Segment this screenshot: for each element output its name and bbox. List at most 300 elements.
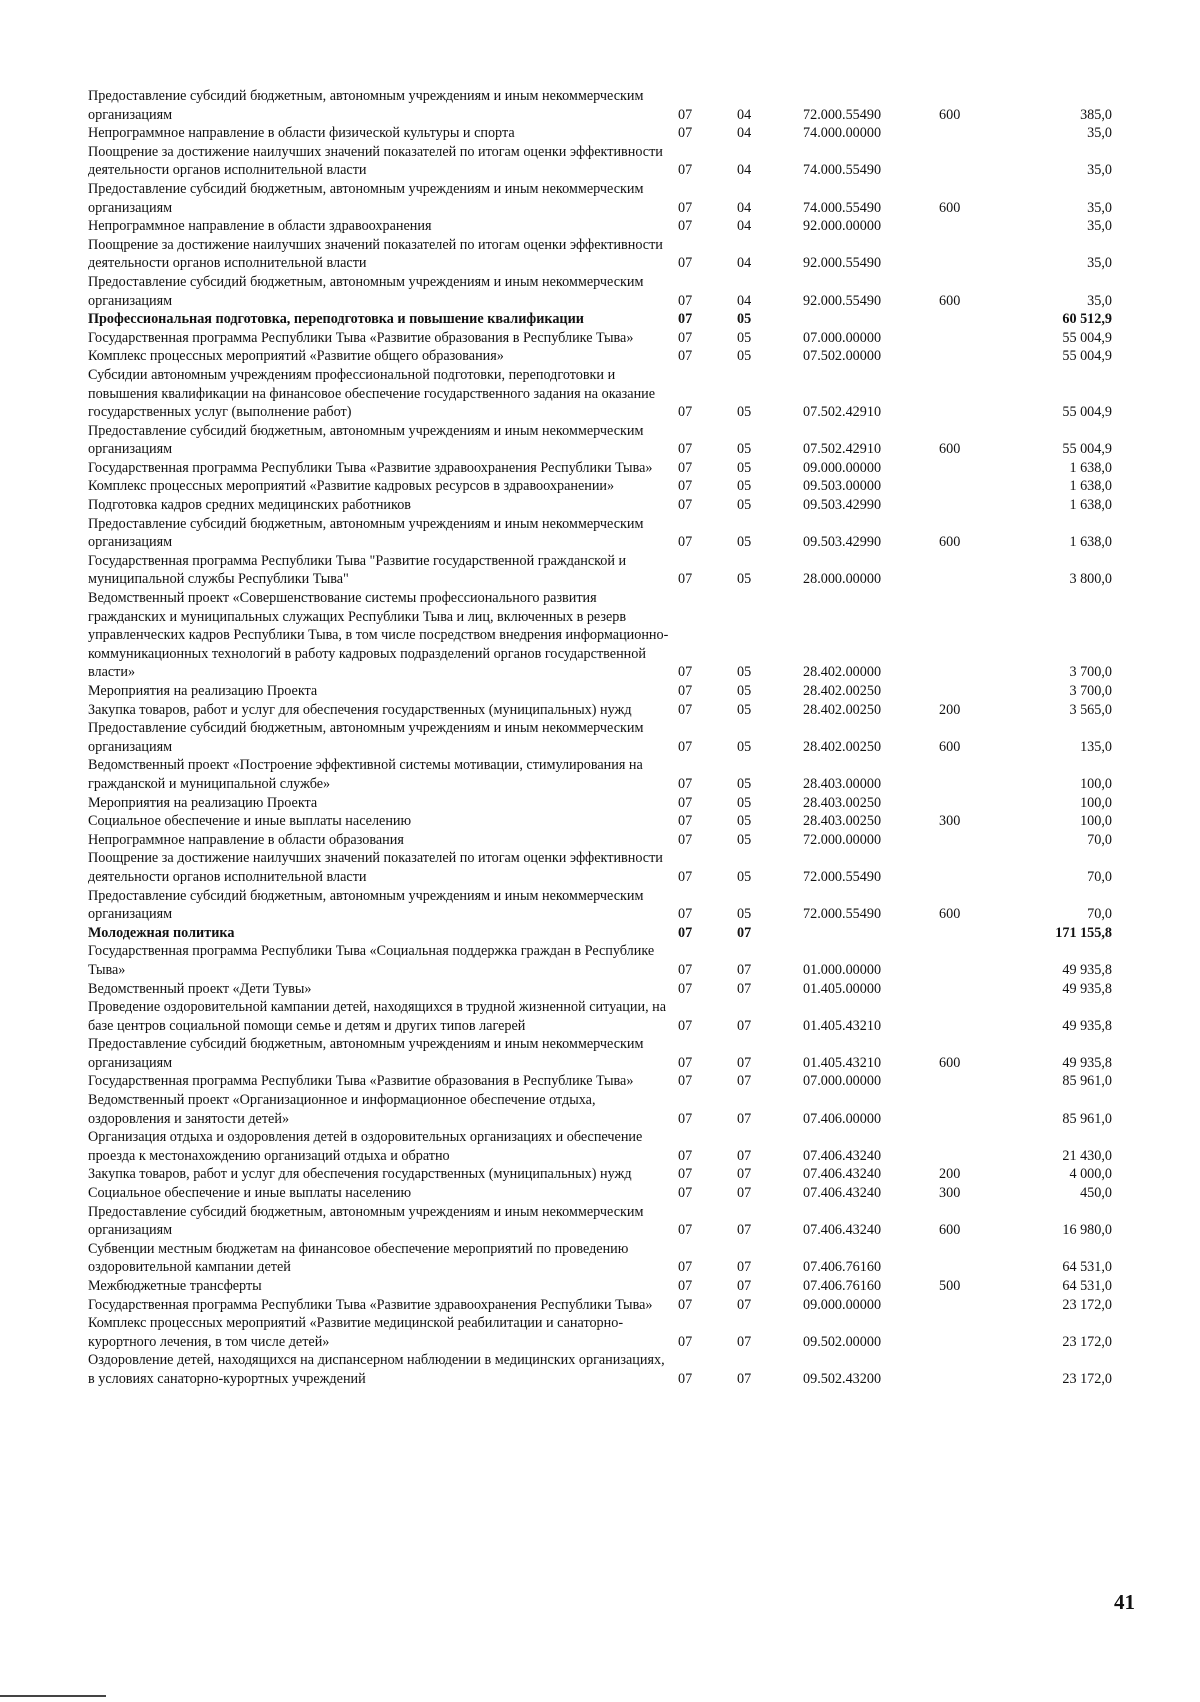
row-amount: 64 531,0 bbox=[1062, 1259, 1112, 1276]
row-target-article: 74.000.55490 bbox=[803, 199, 882, 216]
row-target-article: 72.000.55490 bbox=[803, 868, 882, 885]
row-expense-type bbox=[939, 1091, 1014, 1128]
row-target-article: 28.403.00000 bbox=[803, 775, 882, 792]
table-row bbox=[88, 217, 1112, 236]
row-section: 07 bbox=[678, 1147, 693, 1164]
row-expense-type bbox=[939, 831, 1014, 850]
row-amount: 100,0 bbox=[1080, 794, 1112, 811]
row-subsection: 07 bbox=[737, 1017, 752, 1034]
row-target-article: 07.502.00000 bbox=[803, 348, 882, 365]
row-section: 07 bbox=[678, 924, 693, 941]
row-subsection: 05 bbox=[737, 404, 752, 421]
table-row bbox=[88, 998, 1112, 1035]
table-row bbox=[88, 1240, 1112, 1277]
table-row bbox=[88, 1072, 1112, 1091]
row-section: 07 bbox=[678, 961, 693, 978]
row-section: 07 bbox=[678, 218, 693, 235]
table-row bbox=[88, 701, 1112, 720]
row-target-article: 07.000.00000 bbox=[803, 329, 882, 346]
page-number: 41 bbox=[1114, 1590, 1135, 1614]
row-target-article: 28.403.00250 bbox=[803, 794, 882, 811]
row-target-article: 09.000.00000 bbox=[803, 1296, 882, 1313]
row-subsection: 04 bbox=[737, 162, 752, 179]
row-target-article: 07.406.43240 bbox=[803, 1147, 882, 1164]
row-subsection: 05 bbox=[737, 701, 752, 718]
row-expense-type bbox=[939, 1296, 1014, 1315]
row-target-article: 01.405.43210 bbox=[803, 1054, 882, 1071]
row-subsection: 07 bbox=[737, 1110, 752, 1127]
table-row bbox=[88, 422, 1112, 459]
row-amount: 49 935,8 bbox=[1062, 961, 1112, 978]
row-name: Межбюджетные трансферты bbox=[88, 1278, 262, 1294]
row-amount: 85 961,0 bbox=[1062, 1073, 1112, 1090]
row-expense-type: 300 bbox=[939, 813, 961, 830]
row-amount: 1 638,0 bbox=[1069, 497, 1112, 514]
row-amount: 23 172,0 bbox=[1062, 1370, 1112, 1387]
row-expense-type bbox=[939, 924, 1014, 943]
row-section: 07 bbox=[678, 1259, 693, 1276]
row-expense-type: 600 bbox=[939, 534, 961, 551]
row-name: Непрограммное направление в области образования bbox=[88, 831, 404, 848]
row-target-article: 09.000.00000 bbox=[803, 459, 882, 476]
row-subsection: 05 bbox=[737, 459, 752, 476]
row-target-article: 28.402.00250 bbox=[803, 701, 882, 718]
row-target-article: 09.502.43200 bbox=[803, 1370, 882, 1387]
row-name: Поощрение за достижение наилучших значений показателей по итогам оценки эффективности деятельности органов исполнительной власти bbox=[88, 850, 663, 885]
row-subsection: 05 bbox=[737, 683, 752, 699]
row-subsection: 05 bbox=[737, 775, 752, 792]
row-expense-type: 600 bbox=[939, 1222, 961, 1239]
row-expense-type bbox=[939, 366, 1014, 422]
row-name: Предоставление субсидий бюджетным, автономным учреждениям и иным некоммерческим организациям bbox=[88, 887, 644, 923]
row-name: Ведомственный проект «Организационное и информационное обеспечение отдыха, оздоровления и занятости детей» bbox=[88, 1092, 596, 1127]
row-section: 07 bbox=[678, 664, 693, 681]
row-target-article: 01.405.43210 bbox=[803, 1017, 882, 1034]
row-name: Государственная программа Республики Тыва «Развитие здравоохранения Республики Тыва» bbox=[88, 459, 653, 476]
row-name: Государственная программа Республики Тыва "Развитие государственной гражданской и муниципальной службы Республики Тыва" bbox=[88, 552, 627, 588]
table-row bbox=[88, 1091, 1112, 1128]
row-subsection: 05 bbox=[737, 906, 752, 923]
footer-rule bbox=[0, 1695, 106, 1697]
row-name: Закупка товаров, работ и услуг для обеспечения государственных (муниципальных) нужд bbox=[88, 701, 632, 718]
row-expense-type bbox=[939, 980, 1014, 999]
row-subsection: 07 bbox=[737, 1185, 752, 1202]
row-amount: 450,0 bbox=[1080, 1185, 1112, 1202]
table-row bbox=[88, 329, 1112, 348]
row-section: 07 bbox=[678, 813, 693, 830]
row-name: Предоставление субсидий бюджетным, автономным учреждениям и иным некоммерческим организациям bbox=[88, 180, 644, 216]
row-name: Социальное обеспечение и иные выплаты населению bbox=[88, 1185, 412, 1202]
row-amount: 49 935,8 bbox=[1062, 980, 1112, 997]
row-name: Предоставление субсидий бюджетным, автономным учреждениям и иным некоммерческим организациям bbox=[88, 1036, 644, 1071]
row-subsection: 07 bbox=[737, 1333, 752, 1350]
row-name: Непрограммное направление в области здравоохранения bbox=[88, 218, 432, 235]
row-name: Закупка товаров, работ и услуг для обеспечения государственных (муниципальных) нужд bbox=[88, 1166, 632, 1183]
row-name: Предоставление субсидий бюджетным, автономным учреждениям и иным некоммерческим организациям bbox=[88, 720, 644, 755]
row-section: 07 bbox=[678, 738, 693, 755]
row-expense-type: 600 bbox=[939, 106, 961, 123]
row-name: Комплекс процессных мероприятий «Развитие медицинской реабилитации и санаторно-курортного лечения, в том числе детей» bbox=[88, 1315, 624, 1350]
row-section: 07 bbox=[678, 571, 693, 588]
row-expense-type bbox=[939, 496, 1014, 515]
table-row bbox=[88, 143, 1112, 180]
row-subsection: 05 bbox=[737, 478, 752, 495]
table-row bbox=[88, 87, 1112, 124]
row-name: Подготовка кадров средних медицинских работников bbox=[88, 497, 411, 514]
row-subsection: 05 bbox=[737, 831, 752, 848]
row-expense-type bbox=[939, 477, 1014, 496]
table-row bbox=[88, 887, 1112, 924]
row-expense-type bbox=[939, 1240, 1014, 1277]
row-target-article: 07.406.76160 bbox=[803, 1278, 882, 1294]
row-section: 07 bbox=[678, 868, 693, 885]
row-target-article: 09.503.00000 bbox=[803, 478, 882, 495]
table-row bbox=[88, 924, 1112, 943]
row-amount: 55 004,9 bbox=[1062, 329, 1112, 346]
table-row bbox=[88, 682, 1112, 701]
row-target-article: 07.502.42910 bbox=[803, 404, 882, 421]
table-row bbox=[88, 459, 1112, 478]
row-section: 07 bbox=[678, 1185, 693, 1202]
row-amount: 35,0 bbox=[1087, 199, 1112, 216]
row-subsection: 05 bbox=[737, 813, 752, 830]
row-amount: 35,0 bbox=[1087, 255, 1112, 272]
row-section: 07 bbox=[678, 775, 693, 792]
table-row bbox=[88, 366, 1112, 422]
row-expense-type bbox=[939, 682, 1014, 701]
row-subsection: 07 bbox=[737, 1166, 752, 1183]
row-section: 07 bbox=[678, 1278, 693, 1294]
row-target-article: 09.502.00000 bbox=[803, 1333, 882, 1350]
row-name: Предоставление субсидий бюджетным, автономным учреждениям и иным некоммерческим организациям bbox=[88, 88, 644, 123]
row-subsection: 05 bbox=[737, 329, 752, 346]
row-amount: 4 000,0 bbox=[1069, 1166, 1112, 1183]
row-section: 07 bbox=[678, 125, 693, 142]
row-name: Комплекс процессных мероприятий «Развитие кадровых ресурсов в здравоохранении» bbox=[88, 478, 615, 495]
row-amount: 3 565,0 bbox=[1069, 701, 1112, 718]
row-expense-type: 600 bbox=[939, 1054, 961, 1071]
row-name: Поощрение за достижение наилучших значений показателей по итогам оценки эффективности деятельности органов исполнительной власти bbox=[88, 236, 663, 272]
row-amount: 60 512,9 bbox=[1062, 311, 1112, 328]
row-expense-type bbox=[939, 459, 1014, 478]
row-name: Государственная программа Республики Тыва «Развитие образования в Республике Тыва» bbox=[88, 1073, 634, 1090]
row-section: 07 bbox=[678, 478, 693, 495]
row-section: 07 bbox=[678, 311, 693, 328]
row-amount: 35,0 bbox=[1087, 125, 1112, 142]
row-target-article: 28.402.00000 bbox=[803, 664, 882, 681]
table-row bbox=[88, 124, 1112, 143]
table-row bbox=[88, 812, 1112, 831]
row-target-article: 07.406.43240 bbox=[803, 1166, 882, 1183]
row-target-article: 09.503.42990 bbox=[803, 497, 882, 514]
table-row bbox=[88, 589, 1112, 682]
row-target-article: 07.406.00000 bbox=[803, 1110, 882, 1127]
table-row bbox=[88, 1203, 1112, 1240]
row-section: 07 bbox=[678, 794, 693, 811]
row-subsection: 05 bbox=[737, 311, 752, 328]
row-subsection: 05 bbox=[737, 441, 752, 458]
row-expense-type bbox=[939, 552, 1014, 589]
row-section: 07 bbox=[678, 459, 693, 476]
row-amount: 1 638,0 bbox=[1069, 478, 1112, 495]
row-expense-type bbox=[939, 849, 1014, 886]
table-row bbox=[88, 273, 1112, 310]
row-name: Предоставление субсидий бюджетным, автономным учреждениям и иным некоммерческим организациям bbox=[88, 273, 644, 309]
row-amount: 21 430,0 bbox=[1062, 1147, 1112, 1164]
row-expense-type bbox=[939, 998, 1014, 1035]
row-target-article: 72.000.55490 bbox=[803, 106, 882, 123]
row-amount: 100,0 bbox=[1080, 775, 1112, 792]
row-expense-type bbox=[939, 310, 1014, 329]
row-section: 07 bbox=[678, 1073, 693, 1090]
row-name: Предоставление субсидий бюджетным, автономным учреждениям и иным некоммерческим организациям bbox=[88, 515, 644, 551]
row-expense-type: 300 bbox=[939, 1185, 961, 1202]
budget-table bbox=[88, 87, 1112, 1389]
row-target-article: 28.403.00250 bbox=[803, 813, 882, 830]
row-section: 07 bbox=[678, 255, 693, 272]
row-subsection: 07 bbox=[737, 1278, 752, 1294]
row-expense-type bbox=[939, 942, 1014, 979]
row-subsection: 07 bbox=[737, 1073, 752, 1090]
row-expense-type bbox=[939, 143, 1014, 180]
row-section: 07 bbox=[678, 1333, 693, 1350]
row-target-article: 28.402.00250 bbox=[803, 738, 882, 755]
table-row bbox=[88, 849, 1112, 886]
row-subsection: 05 bbox=[737, 571, 752, 588]
row-subsection: 05 bbox=[737, 534, 752, 551]
row-name: Молодежная политика bbox=[88, 924, 235, 941]
row-expense-type: 200 bbox=[939, 701, 961, 718]
row-target-article: 74.000.55490 bbox=[803, 162, 882, 179]
row-target-article: 07.406.76160 bbox=[803, 1259, 882, 1276]
row-target-article: 92.000.55490 bbox=[803, 292, 882, 309]
row-target-article: 01.405.00000 bbox=[803, 980, 882, 997]
row-section: 07 bbox=[678, 292, 693, 309]
row-target-article: 07.000.00000 bbox=[803, 1073, 882, 1090]
row-expense-type bbox=[939, 217, 1014, 236]
row-expense-type bbox=[939, 347, 1014, 366]
row-amount: 49 935,8 bbox=[1062, 1054, 1112, 1071]
row-target-article bbox=[803, 310, 939, 329]
table-row bbox=[88, 1035, 1112, 1072]
row-name: Государственная программа Республики Тыва «Развитие здравоохранения Республики Тыва» bbox=[88, 1296, 653, 1313]
row-name: Комплекс процессных мероприятий «Развитие общего образования» bbox=[88, 348, 504, 365]
row-amount: 3 700,0 bbox=[1069, 683, 1112, 699]
row-section: 07 bbox=[678, 1166, 693, 1183]
row-amount: 49 935,8 bbox=[1062, 1017, 1112, 1034]
row-expense-type: 600 bbox=[939, 292, 961, 309]
row-amount: 3 700,0 bbox=[1069, 664, 1112, 681]
row-subsection: 04 bbox=[737, 218, 752, 235]
row-target-article bbox=[803, 924, 939, 943]
row-amount: 70,0 bbox=[1087, 831, 1112, 848]
row-amount: 135,0 bbox=[1080, 738, 1112, 755]
row-section: 07 bbox=[678, 497, 693, 514]
row-amount: 85 961,0 bbox=[1062, 1110, 1112, 1127]
row-section: 07 bbox=[678, 831, 693, 848]
row-section: 07 bbox=[678, 329, 693, 346]
row-target-article: 72.000.00000 bbox=[803, 831, 882, 848]
table-row bbox=[88, 1128, 1112, 1165]
row-name: Мероприятия на реализацию Проекта bbox=[88, 794, 318, 811]
row-expense-type bbox=[939, 794, 1014, 813]
table-row bbox=[88, 1314, 1112, 1351]
row-target-article: 01.000.00000 bbox=[803, 961, 882, 978]
row-amount: 35,0 bbox=[1087, 162, 1112, 179]
row-target-article: 92.000.00000 bbox=[803, 218, 882, 235]
row-name: Субвенции местным бюджетам на финансовое обеспечение мероприятий по проведению оздоровительной кампании детей bbox=[88, 1240, 629, 1276]
row-amount: 23 172,0 bbox=[1062, 1296, 1112, 1313]
row-name: Ведомственный проект «Дети Тувы» bbox=[88, 980, 312, 997]
row-section: 07 bbox=[678, 701, 693, 718]
row-subsection: 07 bbox=[737, 1147, 752, 1164]
row-expense-type bbox=[939, 1128, 1014, 1165]
row-amount: 3 800,0 bbox=[1069, 571, 1112, 588]
table-row bbox=[88, 347, 1112, 366]
row-section: 07 bbox=[678, 1370, 693, 1387]
row-subsection: 05 bbox=[737, 868, 752, 885]
row-section: 07 bbox=[678, 404, 693, 421]
row-subsection: 04 bbox=[737, 292, 752, 309]
row-subsection: 04 bbox=[737, 255, 752, 272]
row-amount: 23 172,0 bbox=[1062, 1333, 1112, 1350]
table-row bbox=[88, 496, 1112, 515]
row-expense-type bbox=[939, 236, 1014, 273]
row-name: Поощрение за достижение наилучших значений показателей по итогам оценки эффективности деятельности органов исполнительной власти bbox=[88, 143, 663, 179]
row-expense-type: 200 bbox=[939, 1166, 961, 1183]
row-subsection: 07 bbox=[737, 1259, 752, 1276]
row-expense-type: 600 bbox=[939, 441, 961, 458]
row-expense-type bbox=[939, 124, 1014, 143]
row-amount: 55 004,9 bbox=[1062, 441, 1112, 458]
row-section: 07 bbox=[678, 441, 693, 458]
row-section: 07 bbox=[678, 1110, 693, 1127]
row-subsection: 05 bbox=[737, 794, 752, 811]
row-name: Непрограммное направление в области физической культуры и спорта bbox=[88, 125, 515, 142]
row-expense-type bbox=[939, 1072, 1014, 1091]
table-row bbox=[88, 1277, 1112, 1296]
table-row bbox=[88, 980, 1112, 999]
table-row bbox=[88, 236, 1112, 273]
row-section: 07 bbox=[678, 106, 693, 123]
table-row bbox=[88, 1296, 1112, 1315]
table-row bbox=[88, 831, 1112, 850]
row-name: Предоставление субсидий бюджетным, автономным учреждениям и иным некоммерческим организациям bbox=[88, 1203, 644, 1239]
row-amount: 1 638,0 bbox=[1069, 459, 1112, 476]
row-amount: 35,0 bbox=[1087, 218, 1112, 235]
table-row bbox=[88, 180, 1112, 217]
row-expense-type bbox=[939, 756, 1014, 793]
row-target-article: 07.502.42910 bbox=[803, 441, 882, 458]
row-section: 07 bbox=[678, 1296, 693, 1313]
row-subsection: 05 bbox=[737, 497, 752, 514]
row-section: 07 bbox=[678, 1222, 693, 1239]
row-section: 07 bbox=[678, 980, 693, 997]
row-target-article: 74.000.00000 bbox=[803, 125, 882, 142]
row-amount: 1 638,0 bbox=[1069, 534, 1112, 551]
row-subsection: 05 bbox=[737, 348, 752, 365]
row-target-article: 28.000.00000 bbox=[803, 571, 882, 588]
row-subsection: 07 bbox=[737, 1054, 752, 1071]
row-expense-type bbox=[939, 589, 1014, 682]
row-section: 07 bbox=[678, 1054, 693, 1071]
row-subsection: 05 bbox=[737, 738, 752, 755]
table-row bbox=[88, 310, 1112, 329]
row-subsection: 04 bbox=[737, 125, 752, 142]
row-name: Ведомственный проект «Построение эффективной системы мотивации, стимулирования на гражданской и муниципальной службе» bbox=[88, 757, 643, 792]
row-name: Социальное обеспечение и иные выплаты населению bbox=[88, 813, 412, 830]
row-target-article: 92.000.55490 bbox=[803, 255, 882, 272]
table-row bbox=[88, 719, 1112, 756]
table-row bbox=[88, 1165, 1112, 1184]
row-subsection: 07 bbox=[737, 924, 752, 941]
row-amount: 70,0 bbox=[1087, 906, 1112, 923]
row-target-article: 07.406.43240 bbox=[803, 1222, 882, 1239]
table-row bbox=[88, 552, 1112, 589]
row-section: 07 bbox=[678, 162, 693, 179]
row-subsection: 07 bbox=[737, 1222, 752, 1239]
row-section: 07 bbox=[678, 534, 693, 551]
row-amount: 55 004,9 bbox=[1062, 404, 1112, 421]
budget-table-body bbox=[88, 87, 1112, 1389]
table-row bbox=[88, 1184, 1112, 1203]
table-row bbox=[88, 942, 1112, 979]
row-amount: 171 155,8 bbox=[1055, 924, 1112, 941]
row-expense-type: 600 bbox=[939, 906, 961, 923]
row-name: Государственная программа Республики Тыва «Социальная поддержка граждан в Республике Тыва» bbox=[88, 943, 655, 978]
row-name: Организация отдыха и оздоровления детей в оздоровительных организациях и обеспечение проезда к местонахождению организаций отдыха и обратно bbox=[88, 1129, 643, 1164]
table-row bbox=[88, 1351, 1112, 1388]
table-row bbox=[88, 477, 1112, 496]
row-amount: 64 531,0 bbox=[1062, 1278, 1112, 1294]
row-amount: 70,0 bbox=[1087, 868, 1112, 885]
table-row bbox=[88, 756, 1112, 793]
row-name: Проведение оздоровительной кампании детей, находящихся в трудной жизненной ситуации, на базе центров социальной помощи семье и детям и других типов лагерей bbox=[88, 999, 667, 1034]
row-expense-type: 600 bbox=[939, 738, 961, 755]
row-subsection: 07 bbox=[737, 980, 752, 997]
row-name: Мероприятия на реализацию Проекта bbox=[88, 683, 318, 699]
row-name: Оздоровление детей, находящихся на диспансерном наблюдении в медицинских организациях, в условиях санаторно-курортных учреждений bbox=[88, 1352, 665, 1387]
row-target-article: 28.402.00250 bbox=[803, 683, 882, 699]
row-expense-type: 500 bbox=[939, 1278, 961, 1294]
row-section: 07 bbox=[678, 906, 693, 923]
row-name: Предоставление субсидий бюджетным, автономным учреждениям и иным некоммерческим организациям bbox=[88, 422, 644, 458]
row-subsection: 05 bbox=[737, 664, 752, 681]
row-subsection: 07 bbox=[737, 1370, 752, 1387]
row-expense-type: 600 bbox=[939, 199, 961, 216]
row-name: Субсидии автономным учреждениям профессиональной подготовки, переподготовки и повышения квалификации на финансовое обеспечение государственного задания на оказание государственных услуг (выполнение работ) bbox=[88, 366, 656, 421]
row-subsection: 07 bbox=[737, 1296, 752, 1313]
table-row bbox=[88, 515, 1112, 552]
row-name: Профессиональная подготовка, переподготовка и повышение квалификации bbox=[88, 311, 584, 328]
row-section: 07 bbox=[678, 1017, 693, 1034]
row-amount: 385,0 bbox=[1080, 106, 1112, 123]
row-amount: 35,0 bbox=[1087, 292, 1112, 309]
row-target-article: 72.000.55490 bbox=[803, 906, 882, 923]
row-amount: 16 980,0 bbox=[1062, 1222, 1112, 1239]
row-amount: 100,0 bbox=[1080, 813, 1112, 830]
row-section: 07 bbox=[678, 199, 693, 216]
row-expense-type bbox=[939, 1351, 1014, 1388]
row-expense-type bbox=[939, 1314, 1014, 1351]
row-subsection: 07 bbox=[737, 961, 752, 978]
row-target-article: 09.503.42990 bbox=[803, 534, 882, 551]
row-section: 07 bbox=[678, 348, 693, 365]
row-name: Ведомственный проект «Совершенствование системы профессионального развития гражданских и муниципальных служащих Республики Тыва и лиц, включенных в резерв управленческих кадров Республики Тыва, в том числе посредством внедрения информационно-коммуникационных технологий в работу кадровых подразделений органов государственной власти» bbox=[88, 590, 669, 681]
row-subsection: 04 bbox=[737, 106, 752, 123]
row-name: Государственная программа Республики Тыва «Развитие образования в Республике Тыва» bbox=[88, 329, 634, 346]
row-amount: 55 004,9 bbox=[1062, 348, 1112, 365]
